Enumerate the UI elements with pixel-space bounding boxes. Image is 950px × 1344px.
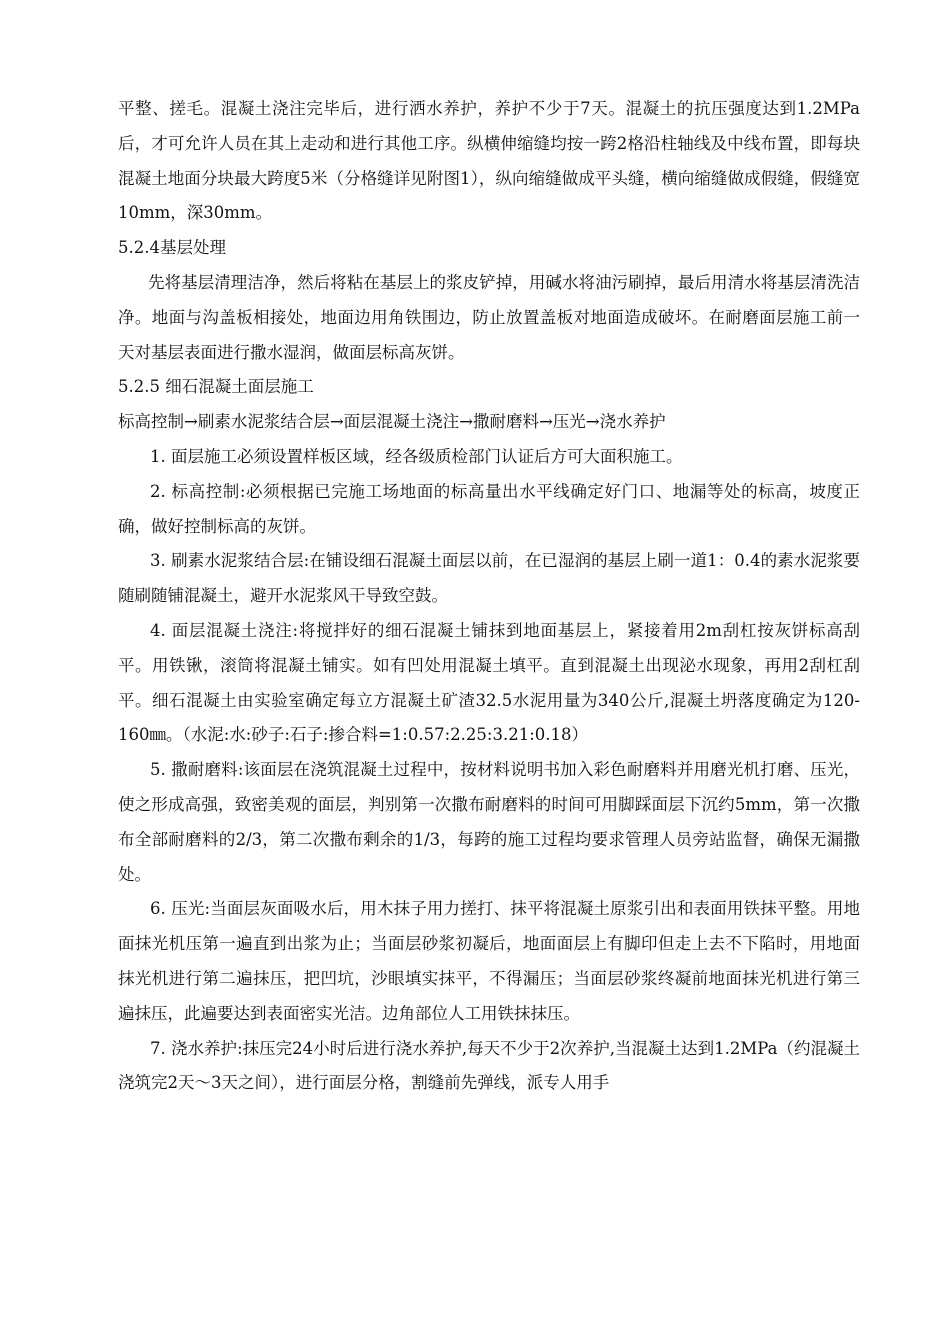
section-heading-5-2-4: 5.2.4基层处理 (118, 238, 226, 258)
step-6-troweling: 6. 压光:当面层灰面吸水后，用木抹子用力搓打、抹平将混凝土原浆引出和表面用铁抹平整。用地面抹光机压第一遍直到出浆为止；当面层砂浆初凝后，地面面层上有脚印但走上去不下陷时，用地面抹光机进行第二遍抹压，把凹坑，沙眼填实抹平，不得漏压；当面层砂浆终凝前地面抹光机进行第三遍抹压，此遍要达到表面密实光洁。边角部位人工用铁抹抹压。 (118, 899, 860, 1023)
step-3-cement-slurry: 3. 刷素水泥浆结合层:在铺设细石混凝土面层以前，在已湿润的基层上刷一道1：0.4的素水泥浆要随刷随铺混凝土，避开水泥浆风干导致空鼓。 (118, 551, 860, 606)
step-4-concrete-pouring: 4. 面层混凝土浇注:将搅拌好的细石混凝土铺抹到地面基层上，紧接着用2m刮杠按灰饼标高刮平。用铁锹，滚筒将混凝土铺实。如有凹处用混凝土填平。直到混凝土出现泌水现象，再用2刮杠刮平。细石混凝土由实验室确定每立方混凝土矿渣32.5水泥用量为340公斤,混凝土坍落度确定为120-160㎜。（水泥:水:砂子:石子:掺合料=1:0.57:2.25:3.21:0.18） (118, 620, 860, 745)
step-2-elevation-control: 2. 标高控制:必须根据已完施工场地面的标高量出水平线确定好门口、地漏等处的标高，坡度正确，做好控制标高的灰饼。 (118, 481, 860, 536)
step-5-wear-material: 5. 撒耐磨料:该面层在浇筑混凝土过程中，按材料说明书加入彩色耐磨料并用磨光机打磨、压光，使之形成高强，致密美观的面层，判别第一次撒布耐磨料的时间可用脚踩面层下沉约5mm，第一次撒布全部耐磨料的2/3，第二次撒布剩余的1/3，每跨的施工过程均要求管理人员旁站监督，确保无漏撒处。 (118, 760, 860, 884)
step-7-water-curing: 7. 浇水养护:抹压完24小时后进行浇水养护,每天不少于2次养护,当混凝土达到1.2MPa（约混凝土浇筑完2天～3天之间），进行面层分格，割缝前先弹线，派专人用手 (118, 1038, 860, 1093)
paragraph-curing: 平整、搓毛。混凝土浇注完毕后，进行洒水养护，养护不少于7天。混凝土的抗压强度达到1.2MPa后，才可允许人员在其上走动和进行其他工序。纵横伸缩缝均按一跨2格沿柱轴线及中线布置，即每块混凝土地面分块最大跨度5米（分格缝详见附图1），纵向缩缝做成平头缝，横向缩缝做成假缝，假缝宽10mm，深30mm。 (118, 99, 860, 223)
section-heading-5-2-5: 5.2.5 细石混凝土面层施工 (118, 377, 314, 397)
process-flow-line: 标高控制→刷素水泥浆结合层→面层混凝土浇注→撒耐磨料→压光→浇水养护 (118, 412, 666, 432)
document-body (118, 92, 860, 1101)
paragraph-base-treatment: 先将基层清理洁净，然后将粘在基层上的浆皮铲掉，用碱水将油污刷掉，最后用清水将基层清洗洁净。地面与沟盖板相接处，地面边用角铁围边，防止放置盖板对地面造成破坏。在耐磨面层施工前一天对基层表面进行撒水湿润，做面层标高灰饼。 (118, 272, 860, 362)
step-1-sample-area: 1. 面层施工必须设置样板区域，经各级质检部门认证后方可大面积施工。 (150, 446, 683, 466)
